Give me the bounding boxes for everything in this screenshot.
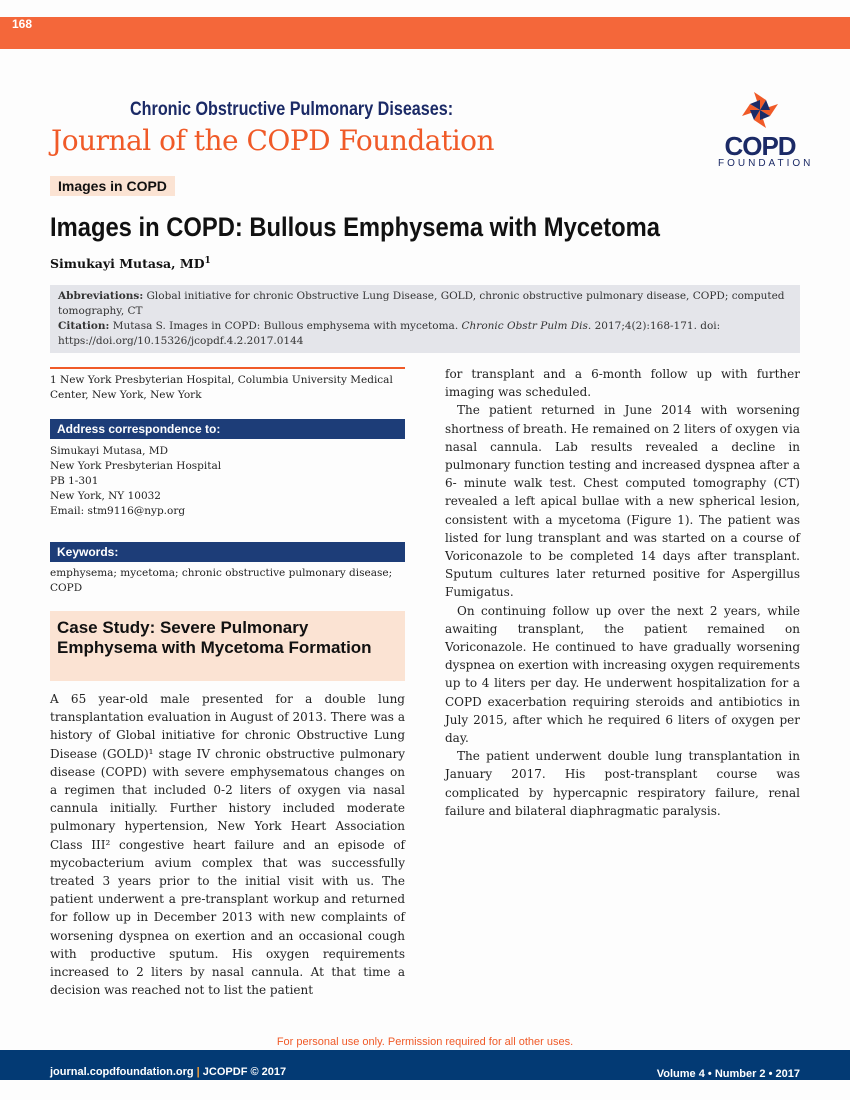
volume-info: Volume 4 • Number 2 • 2017 bbox=[656, 1068, 800, 1080]
journal-subtitle: Chronic Obstructive Pulmonary Diseases: bbox=[130, 99, 454, 120]
abbreviations-box: Abbreviations: Global initiative for chronic Obstructive Lung Disease, GOLD, chronic obstructive pulmonary disease, COPD; computed tomography, CT Citation: Mutasa S. Images in COPD: Bullous emphysema with mycetoma. Chronic Obstr Pulm Dis. 2017;4(2):168-171. doi: https://doi.org/10.15326/jcopdf.4.2.2017.0144 bbox=[50, 285, 800, 353]
article-title: Images in COPD: Bullous Emphysema with Mycetoma bbox=[50, 212, 660, 242]
top-banner bbox=[0, 17, 850, 49]
copd-foundation-logo: COPD FOUNDATION bbox=[718, 90, 802, 169]
pinwheel-icon bbox=[740, 90, 780, 130]
affiliation: 1 New York Presbyterian Hospital, Columbia University Medical Center, New York, New York bbox=[50, 367, 405, 403]
correspondence-heading: Address correspondence to: bbox=[50, 419, 405, 439]
journal-site-link[interactable]: journal.copdfoundation.org bbox=[50, 1066, 194, 1078]
page-number: 168 bbox=[12, 17, 33, 31]
left-column-body: A 65 year-old male presented for a double lung transplantation evaluation in August of 2013. There was a history of Global initiative for chronic Obstructive Lung Disease (GOLD)¹ stage IV chronic obstructive pulmonary disease (COPD) with severe emphysematous changes on a regimen that included 0-2 liters of oxygen via nasal cannula initially. Further history included moderate pulmonary hypertension, New York Heart Association Class III² congestive heart failure and an episode of mycobacterium avium complex that was successfully treated 3 years prior to the initial visit with us. The patient underwent a pre-transplant workup and returned for follow up in December 2013 with new complaints of worsening dyspnea on exertion and an occasional cough with productive sputum. His oxygen requirements increased to 2 liters by nasal cannula. At that time a decision was reached not to list the patient bbox=[50, 692, 405, 998]
journal-title: Journal of the COPD Foundation bbox=[51, 124, 495, 157]
case-study-heading: Case Study: Severe Pulmonary Emphysema with Mycetoma Formation bbox=[50, 611, 405, 681]
correspondence-address: Simukayi Mutasa, MD New York Presbyterian Hospital PB 1-301 New York, NY 10032 Email: stm9116@nyp.org bbox=[50, 445, 222, 517]
right-column-body: for transplant and a 6-month follow up with further imaging was scheduled. The patient returned in June 2014 with worsening shortness of breath. He remained on 2 liters of oxygen via nasal cannula. Lab results revealed a decline in pulmonary function testing and increased dyspnea after a 6- minute walk test. Chest computed tomography (CT) revealed a left apical bullae with a new spherical lesion, consistent with a mycetoma (Figure 1). The patient was listed for lung transplant and was started on a course of Voriconazole to be completed 14 days after transplant. Sputum cultures later returned positive for Aspergillus Fumigatus. On continuing follow up over the next 2 years, while awaiting transplant, the patient remained on Voriconazole. He continued to have gradually worsening dyspnea on exertion with increasing oxygen requirements up to 4 liters per day. He underwent hospitalization for a COPD exacerbation requiring steroids and antibiotics in July 2015, after which he required 6 liters of oxygen per day. The patient underwent double lung transplantation in January 2017. His post-transplant course was complicated by hypercapnic respiratory failure, renal failure and bilateral diaphragmatic paralysis. bbox=[445, 367, 800, 818]
author: Simukayi Mutasa, $MD^1$ bbox=[50, 256, 211, 272]
footer: journal.copdfoundation.org | JCOPDF © 2017 Volume 4 • Number 2 • 2017 bbox=[0, 1050, 850, 1080]
keywords-heading: Keywords: bbox=[50, 542, 405, 562]
keywords-text: emphysema; mycetoma; chronic obstructive pulmonary disease; COPD bbox=[50, 567, 393, 594]
usage-notice: For personal use only. Permission required for all other uses. bbox=[276, 1036, 574, 1048]
section-tag: Images in COPD bbox=[50, 176, 175, 196]
